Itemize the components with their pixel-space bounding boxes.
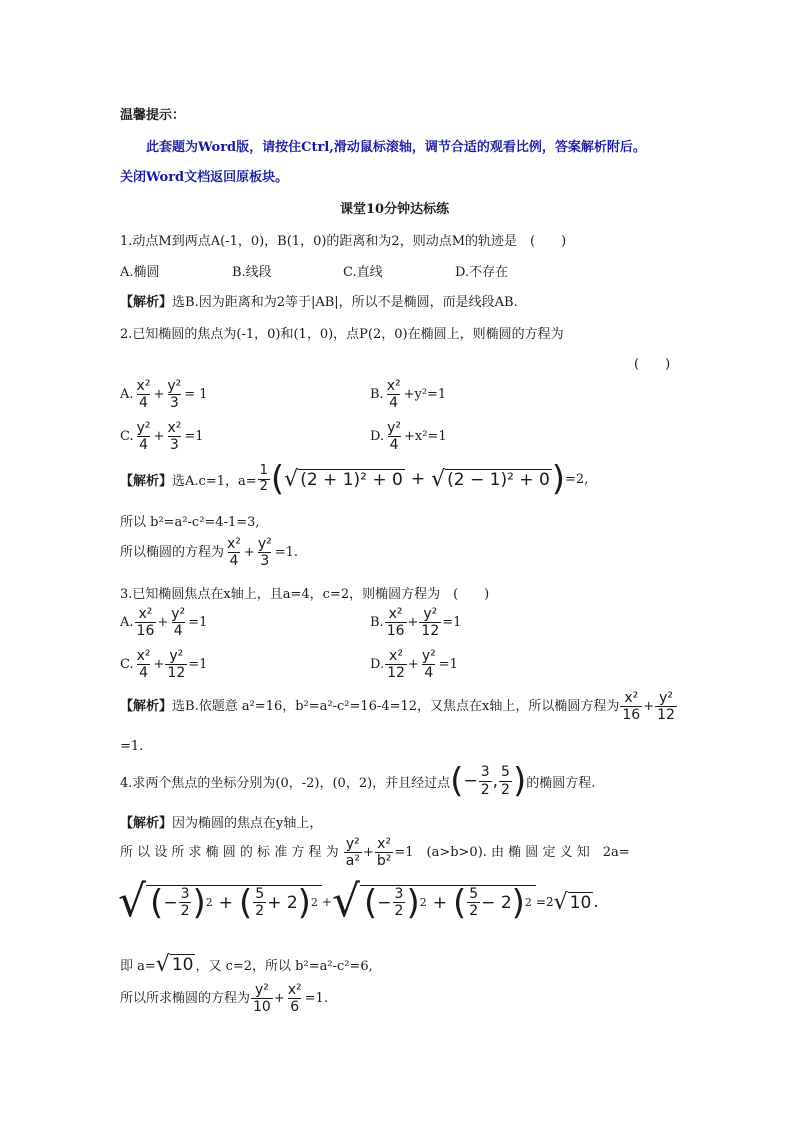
denominator: 4: [139, 437, 149, 454]
numerator: x²: [136, 648, 151, 664]
fraction: [135, 378, 153, 411]
fraction: [375, 836, 394, 869]
denominator: 16: [622, 707, 641, 724]
right-paren: ): [192, 882, 206, 923]
equation-tail: +x²=1: [404, 429, 447, 445]
numerator: x²: [167, 420, 182, 436]
exponent: 2: [524, 896, 532, 909]
fraction: [385, 606, 407, 639]
text: 因为椭圆的焦点在y轴上，: [172, 816, 323, 831]
plus-sign: +: [153, 387, 165, 403]
text: =2: [535, 895, 554, 909]
radical-sign: √: [155, 952, 170, 977]
fraction: [256, 536, 274, 569]
q2-analysis-text: 选A.c=1，a=: [172, 473, 257, 489]
equation-tail: =1: [188, 657, 208, 673]
right-paren: ): [511, 882, 525, 923]
numerator: y²: [345, 836, 360, 852]
q4-stem: [120, 761, 596, 801]
denominator: 12: [657, 707, 675, 724]
numerator: y²: [257, 536, 272, 552]
denominator: 4: [173, 623, 183, 640]
numerator: 1: [259, 462, 268, 478]
q1-option-c: C.直线: [343, 265, 383, 280]
numerator: 5: [469, 885, 479, 902]
radical-sign: √: [431, 466, 446, 492]
denominator: 16: [386, 623, 405, 640]
left-paren: (: [452, 882, 467, 923]
numerator: 3: [180, 885, 190, 902]
q1-analysis-text: 选B.因为距离和为2等于|AB|，所以不是椭圆，而是线段AB.: [172, 295, 518, 310]
q1-stem: 1.动点M到两点A(-1，0)，B(1，0)的距离和为2，则动点M的轨迹是 ( ): [120, 234, 567, 249]
exponent: 2: [419, 896, 427, 909]
option-prefix: D.: [370, 429, 385, 445]
option-prefix: A.: [120, 387, 134, 403]
q2-option-c: [120, 420, 204, 453]
text: + 2: [267, 892, 298, 913]
comma: ,: [492, 771, 499, 791]
q3-analysis-text: 选B.依题意 a²=16，b²=a²-c²=16-4=12，又焦点在x轴上，所以椭圆方程为: [172, 699, 620, 715]
option-prefix: C.: [120, 429, 134, 445]
denominator: 2: [480, 781, 490, 798]
analysis-tag: 【解析】: [120, 295, 173, 310]
denominator: a²: [345, 853, 360, 870]
plus-sign: +: [432, 892, 447, 913]
denominator: 2: [501, 781, 510, 798]
option-prefix: B.: [370, 387, 384, 403]
equation-tail: +y²=1: [403, 387, 447, 403]
notice-line-2: 关闭Word文档返回原板块。: [120, 170, 289, 185]
fraction: [165, 420, 183, 453]
numerator: 3: [480, 764, 490, 781]
denominator: 4: [424, 665, 434, 682]
equation-tail: =1: [184, 429, 204, 445]
numerator: y²: [167, 378, 182, 394]
numerator: y²: [171, 606, 186, 622]
q4-analysis-line2: [120, 836, 630, 869]
numerator: y²: [136, 420, 151, 436]
denominator: 2: [469, 903, 479, 919]
denominator: 4: [139, 395, 148, 412]
radicand: [360, 882, 536, 923]
radical-sign: √: [331, 876, 361, 927]
exponent: 2: [310, 896, 318, 909]
q2-option-a: [120, 378, 208, 411]
q2-analysis-line2: 所以 b²=a²-c²=4-1=3,: [120, 515, 260, 530]
denominator: 4: [139, 665, 149, 682]
fraction: [393, 886, 406, 919]
numerator: y²: [387, 420, 401, 436]
fraction: [225, 536, 243, 569]
denominator: 3: [169, 437, 179, 454]
fraction: [479, 764, 492, 797]
plus-sign: +: [407, 615, 419, 631]
exponent: 2: [205, 896, 213, 909]
option-prefix: C.: [120, 657, 134, 673]
equation-tail: =1: [442, 615, 462, 631]
fraction: [655, 690, 677, 723]
q2-answer-bracket: ( ): [634, 357, 671, 372]
left-paren: (: [450, 761, 464, 801]
plus-sign: +: [157, 615, 169, 631]
fraction: [135, 648, 153, 681]
fraction: [344, 836, 362, 869]
plus-sign: +: [153, 657, 165, 673]
option-prefix: A.: [120, 615, 134, 631]
q1-analysis: [120, 291, 518, 310]
plus-sign: +: [153, 429, 165, 445]
numerator: y²: [421, 648, 436, 664]
text: − 2: [481, 892, 512, 913]
equation-tail: =1.: [274, 545, 299, 561]
radicand: (2 + 1)² + 0: [300, 469, 403, 490]
fraction: [385, 648, 407, 681]
plus-sign: +: [321, 895, 332, 909]
denominator: b²: [376, 853, 392, 870]
numerator: x²: [138, 606, 153, 622]
q1-option-b: B.线段: [232, 265, 272, 280]
q4-analysis-line5: [120, 982, 328, 1015]
equation-tail: =1: [438, 657, 458, 673]
denominator: 4: [229, 553, 239, 570]
q1-option-a: A.椭圆: [120, 265, 160, 280]
denominator: 4: [389, 395, 399, 412]
fraction: [385, 420, 403, 453]
numerator: y²: [169, 648, 184, 664]
q3-analysis: [120, 690, 678, 723]
radicand: (2 − 1)² + 0: [447, 469, 550, 490]
option-prefix: D.: [370, 657, 385, 673]
q3-option-d: [370, 648, 458, 681]
minus-sign: −: [463, 771, 478, 791]
radicand: 10: [569, 892, 592, 913]
q3-option-c: [120, 648, 207, 681]
numerator: x²: [287, 982, 302, 998]
q4-analysis-line1: [120, 812, 322, 831]
left-paren: (: [239, 882, 253, 923]
fraction: [253, 886, 266, 919]
section-title: 课堂10分钟达标练: [340, 202, 450, 217]
q3-option-a: [120, 606, 207, 639]
fraction: [420, 648, 438, 681]
q2-option-b: [370, 378, 446, 411]
numerator: 5: [501, 764, 510, 781]
numerator: x²: [624, 690, 639, 706]
plus-sign: +: [643, 699, 655, 715]
text: 所以椭圆的方程为: [120, 545, 225, 561]
text: ，又 c=2，所以 b²=a²-c²=6,: [195, 959, 373, 974]
q3-analysis-tail: =1.: [120, 739, 144, 754]
plus-sign: +: [243, 545, 255, 561]
denominator: 2: [259, 478, 268, 494]
plus-sign: +: [218, 892, 233, 913]
numerator: x²: [136, 378, 151, 394]
fraction: [258, 464, 270, 495]
minus-sign: −: [377, 892, 392, 913]
numerator: y²: [423, 606, 438, 622]
denominator: 10: [253, 999, 271, 1016]
radicand: [146, 882, 322, 923]
fraction: [620, 690, 642, 723]
left-paren: (: [150, 882, 164, 923]
q2-analysis-line3: [120, 536, 298, 569]
denominator: 6: [290, 999, 300, 1016]
numerator: y²: [659, 690, 673, 706]
equation-tail: = 1: [184, 387, 208, 403]
equation-tail: =1: [188, 615, 208, 631]
left-paren: (: [364, 882, 378, 923]
numerator: x²: [388, 606, 403, 622]
notice-line-1: 此套题为Word版，请按住Ctrl,滑动鼠标滚轴，调节合适的观看比例，答案解析附后。: [146, 140, 646, 155]
fraction: [169, 606, 187, 639]
equation-tail: =2,: [565, 471, 589, 487]
text: 所以所求椭圆的方程为: [120, 991, 251, 1007]
fraction: [251, 982, 273, 1015]
fraction: [467, 886, 480, 919]
fraction: [499, 764, 512, 797]
radical-sign: √: [284, 466, 299, 492]
denominator: 12: [387, 665, 405, 682]
fraction: [419, 606, 441, 639]
fraction: [286, 982, 304, 1015]
minus-sign: −: [163, 892, 178, 913]
numerator: x²: [377, 836, 392, 852]
plus-sign: +: [273, 991, 285, 1007]
fraction: [179, 886, 192, 919]
denominator: 4: [389, 437, 399, 454]
q3-option-b: [370, 606, 461, 639]
text: 即 a=: [120, 959, 156, 974]
analysis-tag: 【解析】: [120, 816, 173, 831]
fraction: [135, 606, 157, 639]
denominator: 2: [255, 903, 265, 919]
text: 的椭圆方程.: [526, 775, 596, 791]
analysis-tag: 【解析】: [120, 699, 173, 715]
q2-option-d: [370, 420, 447, 453]
fraction: [165, 378, 183, 411]
q2-analysis: [120, 459, 589, 499]
denominator: 2: [180, 903, 190, 919]
denominator: 12: [167, 665, 186, 682]
radical-sign: √: [118, 876, 147, 927]
denominator: 3: [260, 553, 270, 570]
numerator: x²: [227, 536, 241, 552]
denominator: 12: [421, 623, 440, 640]
fraction: [165, 648, 187, 681]
option-prefix: B.: [370, 615, 384, 631]
q4-analysis-line4: [120, 952, 373, 977]
numerator: 3: [394, 885, 404, 902]
numerator: x²: [389, 648, 403, 664]
fraction: [385, 378, 403, 411]
radical-sign: √: [553, 889, 568, 915]
text: .: [593, 892, 599, 912]
text: 4.求两个焦点的坐标分别为(0，-2)，(0，2)，并且经过点: [120, 775, 451, 791]
left-paren: (: [270, 459, 285, 499]
denominator: 16: [136, 623, 155, 640]
hint-title: 温馨提示：: [120, 108, 186, 123]
q4-analysis-root-expression: [118, 876, 599, 927]
fraction: [135, 420, 153, 453]
numerator: y²: [254, 982, 269, 998]
equation-tail: =1.: [304, 991, 328, 1007]
numerator: x²: [386, 378, 401, 394]
right-paren: ): [551, 459, 566, 499]
plus-sign: +: [362, 845, 374, 861]
plus-sign: +: [407, 657, 419, 673]
q1-option-d: D.不存在: [455, 265, 509, 280]
q3-stem: 3.已知椭圆焦点在x轴上，且a=4，c=2，则椭圆方程为 ( ): [120, 587, 490, 602]
plus-sign: +: [410, 469, 426, 489]
analysis-tag: 【解析】: [120, 473, 173, 489]
right-paren: ): [406, 882, 420, 923]
text: 所 以 设 所 求 椭 圆 的 标 准 方 程 为: [120, 845, 339, 861]
radicand: 10: [171, 955, 194, 975]
text: =1 (a>b>0). 由 椭 圆 定 义 知 2a=: [394, 845, 630, 861]
denominator: 3: [169, 395, 179, 412]
denominator: 2: [394, 903, 404, 919]
numerator: 5: [255, 885, 265, 902]
right-paren: ): [297, 882, 311, 923]
right-paren: ): [512, 761, 527, 801]
q2-stem: 2.已知椭圆的焦点为(-1，0)和(1，0)，点P(2，0)在椭圆上，则椭圆的方程为: [120, 327, 564, 342]
